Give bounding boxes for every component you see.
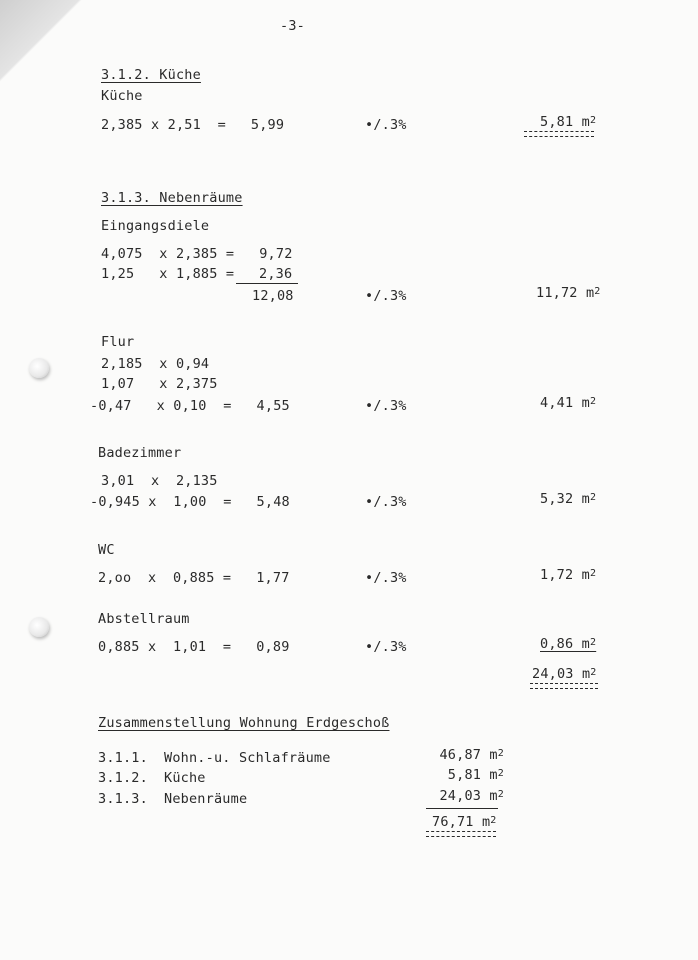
summary-code-2: 3.1.2. <box>98 770 148 786</box>
section-heading-zusammenstellung: Zusammenstellung Wohnung Erdgeschoß <box>98 715 390 731</box>
punch-hole-top <box>29 358 49 378</box>
calc-flur-1: 2,185 x 0,94 <box>101 356 210 372</box>
summary-value-1: 46,87 $m^2$ <box>439 747 504 763</box>
summary-label-2: Küche <box>164 770 206 786</box>
sum-line-eingangsdiele <box>236 283 298 284</box>
room-name-eingangsdiele: Eingangsdiele <box>101 218 210 234</box>
double-underline-nebenraeume <box>530 683 598 689</box>
summary-sum-line <box>426 808 498 809</box>
result-wc: 1,72 $m^2$ <box>540 567 597 583</box>
result-eingangsdiele: 11,72 $m^2$ <box>536 285 601 301</box>
result-abstellraum: 0,86 $m^2$ <box>540 636 597 652</box>
calc-flur-3: -0,47 x 0,10 = 4,55 <box>90 398 290 414</box>
summary-label-3: Nebenräume <box>164 791 248 807</box>
calc-eingangsdiele-2: 1,25 x 1,885 = <box>101 266 235 282</box>
calc-badezimmer-1: 3,01 x 2,135 <box>101 473 218 489</box>
room-name-flur: Flur <box>101 334 135 350</box>
summary-code-1: 3.1.1. <box>98 750 148 766</box>
summary-total: 76,71 $m^2$ <box>432 814 497 830</box>
punch-hole-bottom <box>29 617 49 637</box>
section-heading-nebenraeume: 3.1.3. Nebenräume <box>101 190 243 206</box>
calc-badezimmer-2: -0,945 x 1,00 = 5,48 <box>90 494 290 510</box>
room-name-wc: WC <box>98 542 115 558</box>
result-badezimmer: 5,32 $m^2$ <box>540 491 597 507</box>
result-kueche: 5,81 $m^2$ <box>540 114 597 130</box>
room-name-abstellraum: Abstellraum <box>98 611 190 627</box>
summary-code-3: 3.1.3. <box>98 791 148 807</box>
room-name-kueche: Küche <box>101 88 143 104</box>
reduction-kueche: •/.3% <box>365 117 407 133</box>
double-underline-summary <box>426 831 496 837</box>
summary-value-3: 24,03 $m^2$ <box>439 788 504 804</box>
summary-value-2: 5,81 $m^2$ <box>447 767 504 783</box>
calc-kueche: 2,385 x 2,51 = 5,99 <box>101 117 285 133</box>
calc-eingangsdiele-2-value: 2,36 <box>259 266 293 282</box>
room-name-badezimmer: Badezimmer <box>98 445 182 461</box>
reduction-eingangsdiele: •/.3% <box>365 288 407 304</box>
reduction-wc: •/.3% <box>365 570 407 586</box>
page-number: -3- <box>280 18 305 34</box>
reduction-badezimmer: •/.3% <box>365 494 407 510</box>
total-nebenraeume: 24,03 $m^2$ <box>532 666 597 682</box>
reduction-flur: •/.3% <box>365 398 407 414</box>
summary-label-1: Wohn.-u. Schlafräume <box>164 750 331 766</box>
double-underline-kueche <box>524 131 594 137</box>
section-heading-kueche: 3.1.2. Küche <box>101 67 201 83</box>
sum-eingangsdiele: 12,08 <box>252 288 294 304</box>
calc-flur-2: 1,07 x 2,375 <box>101 376 218 392</box>
reduction-abstellraum: •/.3% <box>365 639 407 655</box>
calc-eingangsdiele-1: 4,075 x 2,385 = 9,72 <box>101 246 293 262</box>
folded-corner <box>0 0 82 82</box>
result-flur: 4,41 $m^2$ <box>540 395 597 411</box>
calc-abstellraum: 0,885 x 1,01 = 0,89 <box>98 639 290 655</box>
calc-wc: 2,oo x 0,885 = 1,77 <box>98 570 290 586</box>
